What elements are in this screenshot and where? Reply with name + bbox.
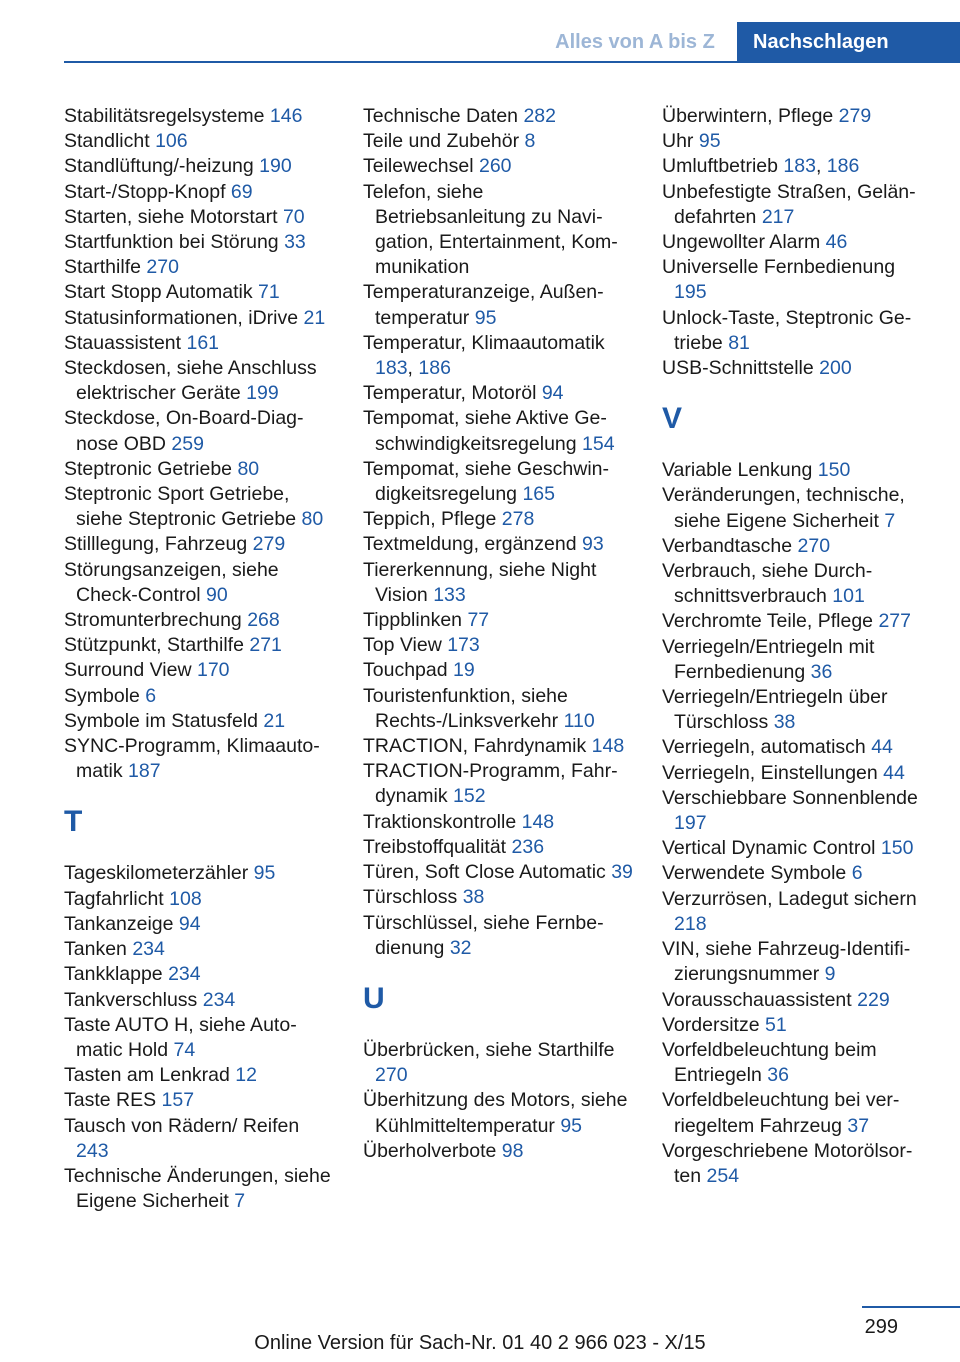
page-reference-link[interactable]: 187 xyxy=(128,760,161,783)
page-reference-link[interactable]: 254 xyxy=(706,1164,740,1187)
index-entry xyxy=(64,230,334,255)
index-term-text: Touchpad xyxy=(363,659,453,682)
page-reference-link[interactable]: 12 xyxy=(235,1064,257,1087)
page-reference-link[interactable]: 38 xyxy=(773,711,796,734)
page-reference-link[interactable]: 110 xyxy=(563,709,595,732)
index-term-text: Tagfahrlicht xyxy=(64,887,170,910)
page-reference-link[interactable]: 277 xyxy=(878,610,911,633)
index-term-text: , xyxy=(407,357,419,380)
page-reference-link[interactable]: 270 xyxy=(146,256,179,279)
page-reference-link[interactable]: 282 xyxy=(523,105,556,127)
index-term-text: Statusinformationen, iDrive xyxy=(64,306,304,329)
index-entry xyxy=(64,356,334,406)
index-entry xyxy=(64,306,334,331)
index-entry xyxy=(363,734,633,759)
index-term-text: Umluftbetrieb xyxy=(662,155,784,178)
index-term-text: Verriegeln, automatisch xyxy=(662,736,872,759)
index-entry xyxy=(363,684,633,734)
index-term-text: Verzurrösen, Ladegut sichern xyxy=(662,887,917,910)
page-reference-link[interactable]: 133 xyxy=(433,583,466,606)
page-reference-link[interactable]: 259 xyxy=(171,432,204,455)
index-term-text: Tippblinken xyxy=(363,609,468,632)
index-entry xyxy=(363,1139,633,1164)
index-entry xyxy=(662,761,932,786)
page-reference-link[interactable]: 217 xyxy=(761,205,795,228)
index-entry xyxy=(662,154,932,179)
index-term-text: Verbrauch, siehe Durchschnittsverbrauch xyxy=(662,560,873,608)
index-term-text: TRACTION-Programm, Fahrdynamik xyxy=(363,760,618,808)
index-entry xyxy=(363,810,633,835)
page-reference-link[interactable]: 6 xyxy=(145,684,157,707)
index-entry xyxy=(662,483,932,533)
index-term-text: Verchromte Teile, Pflege xyxy=(662,610,879,633)
index-entry xyxy=(64,1164,334,1214)
page-reference-link[interactable]: 80 xyxy=(237,457,260,480)
index-entry xyxy=(64,633,334,658)
page-reference-link[interactable]: 190 xyxy=(259,155,292,178)
index-entry xyxy=(662,180,932,230)
header-rule xyxy=(64,61,960,63)
index-entry xyxy=(363,406,633,456)
index-term-text: Türschloss xyxy=(363,886,463,909)
index-entry xyxy=(662,559,932,609)
index-term-text: Verriegeln/Entriegeln über Türschloss xyxy=(662,686,888,734)
page-reference-link[interactable]: 236 xyxy=(511,835,545,858)
index-term-text: Vorfeldbeleuchtung bei verriegeltem Fahrzeug xyxy=(662,1089,900,1137)
index-term-text: Treibstoffqualität xyxy=(363,835,512,858)
index-term-text: Starthilfe xyxy=(64,256,147,279)
index-term-text: Start Stopp Automatik xyxy=(64,281,259,304)
page-reference-link[interactable]: 183 xyxy=(375,357,408,380)
page-reference-link[interactable]: 71 xyxy=(258,281,280,304)
page-reference-link[interactable]: 200 xyxy=(819,357,852,380)
index-entry xyxy=(662,1038,932,1088)
index-entry xyxy=(363,331,633,381)
index-term-text: Textmeldung, ergänzend xyxy=(363,533,582,556)
index-entry xyxy=(662,534,932,559)
index-entry xyxy=(662,458,932,483)
index-entry xyxy=(662,836,932,861)
index-term-text: Tiererkennung, siehe Night Vision xyxy=(363,558,597,606)
index-entry xyxy=(64,180,334,205)
index-term-text: Tageskilometerzähler xyxy=(64,862,254,885)
index-entry xyxy=(64,1063,334,1088)
page-reference-link[interactable]: 70 xyxy=(282,205,305,228)
page-reference-link[interactable]: 108 xyxy=(169,887,202,910)
index-entry xyxy=(64,709,334,734)
index-term-text: Startfunktion bei Störung xyxy=(64,231,285,254)
page-reference-link[interactable]: 161 xyxy=(186,331,220,354)
index-entry xyxy=(363,280,633,330)
index-term-text: Symbole im Statusfeld xyxy=(64,709,264,732)
page-reference-link[interactable]: 51 xyxy=(764,1013,787,1036)
index-entry xyxy=(363,457,633,507)
index-term-text: Türen, Soft Close Automatic xyxy=(363,861,612,884)
page-reference-link[interactable]: 77 xyxy=(467,609,490,632)
index-term-text: Unbefestigte Straßen, Geländefahrten xyxy=(662,180,916,228)
index-term-text: Verriegeln/Entriegeln mit Fernbedienung xyxy=(662,635,875,683)
page-reference-link[interactable]: 170 xyxy=(196,659,230,682)
index-entry xyxy=(662,786,932,836)
page-reference-link[interactable]: 95 xyxy=(253,862,276,885)
index-term-text: Tanken xyxy=(64,938,133,961)
index-term-text: Verschiebbare Sonnenblende xyxy=(662,786,918,809)
index-entry xyxy=(662,937,932,987)
page-number: 299 xyxy=(864,1316,898,1338)
index-entry xyxy=(64,331,334,356)
index-term-text: Tasten am Lenkrad xyxy=(64,1064,236,1087)
index-entry xyxy=(64,129,334,154)
index-term-text: Steckdose, On-Board-Diagnose OBD xyxy=(64,407,304,455)
index-term-text: Standlüftung/-heizung xyxy=(64,155,260,178)
page-reference-link[interactable]: 69 xyxy=(230,180,253,203)
page-reference-link[interactable]: 32 xyxy=(449,936,472,959)
index-entry xyxy=(64,658,334,683)
index-entry xyxy=(64,1013,334,1063)
index-entry xyxy=(363,885,633,910)
page-reference-link[interactable]: 150 xyxy=(817,459,851,482)
index-entry xyxy=(363,558,633,608)
page-reference-link[interactable]: 46 xyxy=(825,231,848,254)
index-term-text: Telefon, siehe Betriebsanleitung zu Navigation, Entertainment, Kommunikation xyxy=(363,180,618,279)
page-reference-link[interactable]: 154 xyxy=(582,432,615,455)
index-entry xyxy=(662,306,932,356)
index-term-text: Technische Änderungen, siehe Eigene Sicherheit xyxy=(64,1164,331,1213)
chapter-tab[interactable]: Nachschlagen xyxy=(737,22,960,63)
index-term-text: Stromunterbrechung xyxy=(64,609,248,632)
index-entry xyxy=(363,911,633,961)
page-reference-link[interactable]: 165 xyxy=(522,483,555,506)
index-entry xyxy=(363,658,633,683)
index-term-text: Teile und Zubehör xyxy=(363,130,525,153)
index-column-3 xyxy=(662,104,932,1189)
index-entry xyxy=(64,482,334,532)
index-term-text: Steptronic Sport Getriebe, siehe Steptronic Getriebe xyxy=(64,483,302,531)
page-reference-link[interactable]: 106 xyxy=(155,130,188,153)
index-entry xyxy=(64,1088,334,1113)
page-reference-link[interactable]: 218 xyxy=(674,912,707,935)
index-term-text: Starten, siehe Motorstart xyxy=(64,205,283,228)
index-entry xyxy=(363,835,633,860)
index-entry xyxy=(363,129,633,154)
index-entry xyxy=(363,180,633,281)
index-entry xyxy=(64,684,334,709)
index-term-text: Taste AUTO H, siehe Automatic Hold xyxy=(64,1013,297,1061)
index-entry xyxy=(64,912,334,937)
index-entry xyxy=(64,532,334,557)
index-entry xyxy=(64,962,334,987)
page-reference-link[interactable]: 279 xyxy=(252,533,286,556)
page-reference-link[interactable]: 8 xyxy=(524,130,536,153)
index-term-text: Veränderungen, technische, siehe Eigene Sicherheit xyxy=(662,484,905,532)
page-reference-link[interactable]: 229 xyxy=(857,988,890,1011)
page-reference-link[interactable]: 195 xyxy=(674,281,707,304)
index-term-text: , xyxy=(815,155,827,178)
page-reference-link[interactable]: 146 xyxy=(269,105,303,127)
index-entry xyxy=(662,861,932,886)
index-entry xyxy=(662,635,932,685)
index-entry xyxy=(662,104,932,129)
footer-version-text: Online Version für Sach-Nr. 01 40 2 966 023 - X/15 xyxy=(254,1332,706,1354)
index-term-text: Variable Lenkung xyxy=(662,459,818,482)
index-entry xyxy=(662,609,932,634)
index-term-text: Steckdosen, siehe Anschluss elektrischer Geräte xyxy=(64,357,317,405)
page-reference-link[interactable]: 278 xyxy=(501,508,535,531)
index-entry xyxy=(363,1088,633,1138)
page-reference-link[interactable]: 94 xyxy=(178,912,201,935)
page-reference-link[interactable]: 271 xyxy=(249,634,282,657)
index-term-text: TRACTION, Fahrdynamik xyxy=(363,735,592,758)
index-term-text: Temperatur, Klimaautomatik xyxy=(363,331,605,354)
index-term-text: Verbandtasche xyxy=(662,534,798,557)
index-term-text: Tempomat, siehe Geschwindigkeitsregelung xyxy=(363,457,610,506)
page-reference-link[interactable]: 270 xyxy=(797,534,831,557)
index-entry xyxy=(363,532,633,557)
page-reference-link[interactable]: 81 xyxy=(728,331,750,354)
page-reference-link[interactable]: 21 xyxy=(303,306,326,329)
index-term-text: Standlicht xyxy=(64,130,156,153)
index-term-text: Surround View xyxy=(64,659,197,682)
index-term-text: Überholverbote xyxy=(363,1139,502,1162)
index-entry xyxy=(64,205,334,230)
index-entry xyxy=(662,1088,932,1138)
index-term-text: Störungsanzeigen, siehe Check-Control xyxy=(64,558,279,606)
page-reference-link[interactable]: 270 xyxy=(375,1064,408,1087)
page-reference-link[interactable]: 93 xyxy=(581,533,604,556)
page-reference-link[interactable]: 95 xyxy=(474,306,497,329)
page-reference-link[interactable]: 148 xyxy=(521,810,555,833)
index-letter-heading: U xyxy=(363,981,385,1015)
index-term-text: Technische Daten xyxy=(363,105,524,127)
index-entry xyxy=(363,759,633,809)
index-term-text: Überbrücken, siehe Starthilfe xyxy=(363,1038,615,1061)
page-reference-link[interactable]: 234 xyxy=(168,963,201,986)
index-term-text: Stabilitätsregelsysteme xyxy=(64,105,270,127)
page-reference-link[interactable]: 186 xyxy=(826,155,860,178)
index-entry xyxy=(64,104,334,129)
index-term-text: Stilllegung, Fahrzeug xyxy=(64,533,253,556)
index-entry xyxy=(662,735,932,760)
page-reference-link[interactable]: 183 xyxy=(783,155,816,178)
index-term-text: Verwendete Symbole xyxy=(662,862,852,885)
index-entry xyxy=(64,734,334,784)
index-entry xyxy=(662,685,932,735)
index-entry xyxy=(64,558,334,608)
index-term-text: Tausch von Rädern/ Reifen xyxy=(64,1114,300,1137)
index-term-text: Verriegeln, Einstellungen xyxy=(662,761,884,784)
index-term-text: Traktionskontrolle xyxy=(363,810,522,833)
index-term-text: Symbole xyxy=(64,684,146,707)
page-reference-link[interactable]: 95 xyxy=(698,130,721,153)
index-entry xyxy=(662,255,932,305)
index-term-text: Tankanzeige xyxy=(64,912,179,935)
page-reference-link[interactable]: 199 xyxy=(246,382,279,405)
page-reference-link[interactable]: 101 xyxy=(832,585,865,608)
index-term-text: Tankklappe xyxy=(64,963,169,986)
page-reference-link[interactable]: 279 xyxy=(838,105,872,127)
index-term-text: Vorgeschriebene Motorölsorten xyxy=(662,1139,913,1187)
index-term-text: Teilewechsel xyxy=(363,155,479,178)
index-term-text: Vordersitze xyxy=(662,1013,765,1036)
index-entry xyxy=(662,129,932,154)
index-term-text: Universelle Fernbedienung xyxy=(662,256,896,279)
index-term-text: Stauassistent xyxy=(64,331,187,354)
page-reference-link[interactable]: 6 xyxy=(851,862,863,885)
page-reference-link[interactable]: 36 xyxy=(767,1064,789,1087)
page-reference-link[interactable]: 98 xyxy=(501,1139,524,1162)
index-term-text: Türschlüssel, siehe Fernbedienung xyxy=(363,911,604,959)
index-term-text: Teppich, Pflege xyxy=(363,508,502,531)
page-reference-link[interactable]: 268 xyxy=(247,609,280,632)
index-entry xyxy=(64,280,334,305)
index-term-text: Ungewollter Alarm xyxy=(662,231,826,254)
page-reference-link[interactable]: 38 xyxy=(462,886,485,909)
index-entry xyxy=(662,1013,932,1038)
index-term-text: Vorausschauassistent xyxy=(662,988,858,1011)
index-entry xyxy=(363,381,633,406)
page-reference-link[interactable]: 94 xyxy=(541,382,564,405)
index-entry xyxy=(64,988,334,1013)
index-entry xyxy=(64,255,334,280)
index-term-text: Tempomat, siehe Aktive Geschwindigkeitsregelung xyxy=(363,407,607,455)
page-reference-link[interactable]: 33 xyxy=(284,231,306,254)
page-reference-link[interactable]: 260 xyxy=(478,155,512,178)
page-reference-link[interactable]: 173 xyxy=(447,634,480,657)
index-entry xyxy=(363,860,633,885)
index-term-text: Taste RES xyxy=(64,1089,162,1112)
index-entry xyxy=(662,1139,932,1189)
index-entry xyxy=(662,988,932,1013)
page-reference-link[interactable]: 36 xyxy=(810,660,833,683)
index-letter-heading: T xyxy=(64,805,83,839)
page-reference-link[interactable]: 90 xyxy=(206,583,228,606)
index-column-1 xyxy=(64,104,334,1214)
index-entry xyxy=(64,937,334,962)
index-entry xyxy=(64,1114,334,1164)
index-entry xyxy=(363,1038,633,1088)
page-reference-link[interactable]: 152 xyxy=(453,785,486,808)
page-reference-link[interactable]: 197 xyxy=(674,812,707,835)
index-term-text: Temperaturanzeige, Außentemperatur xyxy=(363,281,604,329)
index-entry xyxy=(363,154,633,179)
page-reference-link[interactable]: 234 xyxy=(132,938,165,961)
page-reference-link[interactable]: 44 xyxy=(883,761,905,784)
index-column-2 xyxy=(363,104,633,1164)
footer-rule xyxy=(862,1306,960,1308)
page-reference-link[interactable]: 9 xyxy=(824,963,836,986)
index-entry xyxy=(363,633,633,658)
index-entry xyxy=(662,356,932,381)
page-reference-link[interactable]: 7 xyxy=(234,1190,246,1213)
index-term-text: Überwintern, Pflege xyxy=(662,105,839,127)
index-term-text: Unlock-Taste, Steptronic Getriebe xyxy=(662,306,912,354)
index-term-text: Überhitzung des Motors, siehe Kühlmitteltemperatur xyxy=(363,1089,628,1137)
index-entry xyxy=(662,887,932,937)
index-term-text: Temperatur, Motoröl xyxy=(363,382,542,405)
index-term-text: Vertical Dynamic Control xyxy=(662,837,881,860)
page-reference-link[interactable]: 95 xyxy=(560,1114,583,1137)
index-entry xyxy=(64,457,334,482)
page-reference-link[interactable]: 157 xyxy=(161,1089,195,1112)
index-entry xyxy=(363,507,633,532)
index-term-text: Stützpunkt, Starthilfe xyxy=(64,634,250,657)
index-entry xyxy=(64,887,334,912)
index-entry xyxy=(363,608,633,633)
page-reference-link[interactable]: 150 xyxy=(880,837,914,860)
page-reference-link[interactable]: 243 xyxy=(76,1139,109,1162)
page-reference-link[interactable]: 74 xyxy=(173,1038,196,1061)
page-reference-link[interactable]: 44 xyxy=(871,736,893,759)
index-entry xyxy=(64,406,334,456)
index-term-text: Start-/Stopp-Knopf xyxy=(64,180,231,203)
index-term-text: VIN, siehe Fahrzeug-Identifizierungsnummer xyxy=(662,938,911,986)
index-entry xyxy=(64,608,334,633)
index-term-text: Tankverschluss xyxy=(64,988,203,1011)
page-reference-link[interactable]: 80 xyxy=(301,508,324,531)
index-term-text: Top View xyxy=(363,634,448,657)
page-reference-link[interactable]: 37 xyxy=(847,1114,870,1137)
page-reference-link[interactable]: 148 xyxy=(591,735,625,758)
page-reference-link[interactable]: 21 xyxy=(263,709,286,732)
index-term-text: Uhr xyxy=(662,130,699,153)
index-term-text: Touristenfunktion, siehe Rechts-/Linksverkehr xyxy=(363,684,568,732)
page-reference-link[interactable]: 39 xyxy=(611,861,633,884)
index-term-text: Vorfeldbeleuchtung beim Entriegeln xyxy=(662,1038,877,1087)
page-reference-link[interactable]: 234 xyxy=(202,988,236,1011)
section-tab[interactable]: Alles von A bis Z xyxy=(555,31,715,53)
index-term-text: SYNC-Programm, Klimaautomatik xyxy=(64,735,320,783)
index-entry xyxy=(662,230,932,255)
page-reference-link[interactable]: 7 xyxy=(884,509,896,532)
index-entry xyxy=(64,861,334,886)
index-entry xyxy=(64,154,334,179)
index-entry xyxy=(363,104,633,129)
index-term-text: USB-Schnittstelle xyxy=(662,357,820,380)
index-term-text: Steptronic Getriebe xyxy=(64,457,238,480)
index-letter-heading: V xyxy=(662,402,683,436)
page-reference-link[interactable]: 186 xyxy=(418,357,451,380)
page-reference-link[interactable]: 19 xyxy=(453,659,475,682)
